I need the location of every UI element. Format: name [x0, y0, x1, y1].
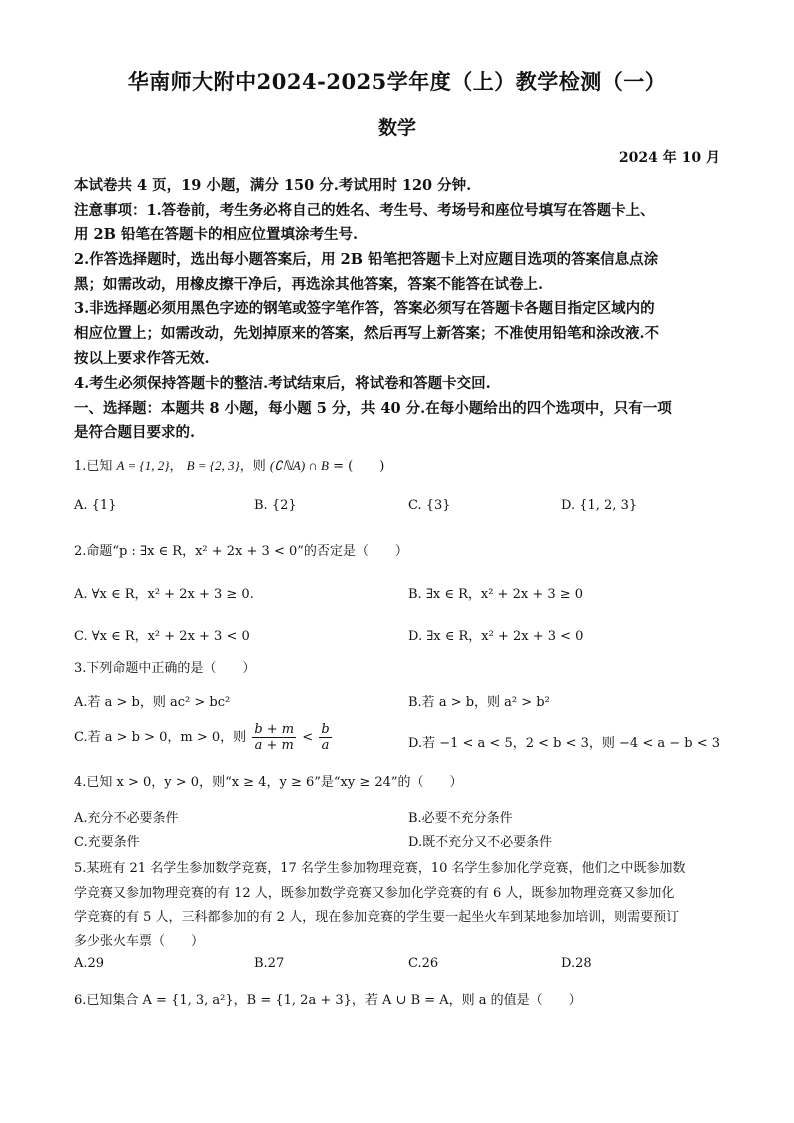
section-1-heading-line-2: 是符合题目要求的.: [74, 424, 196, 441]
exam-date: 2024 年 10 月: [618, 150, 720, 166]
q4-option-a: A.充分不必要条件: [74, 811, 179, 826]
q2-option-a: A. ∀x ∈ R，x² + 2x + 3 ≥ 0.: [74, 587, 254, 602]
q5-option-c: C.26: [408, 956, 439, 971]
note-2-line-2: 黑；如需改动，用橡皮擦干净后，再选涂其他答案，答案不能答在试卷上.: [74, 276, 544, 293]
exam-title: 华南师大附中2024-2025学年度（上）教学检测（一）: [127, 69, 667, 94]
q3-fraction-left-denominator: a + m: [254, 738, 294, 753]
note-3-line-2: 相应位置上；如需改动，先划掉原来的答案，然后再写上新答案；不准使用铅笔和涂改液.不: [74, 325, 660, 342]
q5-option-a: A.29: [74, 956, 105, 971]
q2-option-d: D. ∃x ∈ R，x² + 2x + 3 < 0: [408, 629, 584, 644]
note-1-line-1: 注意事项：1.答卷前，考生务必将自己的姓名、考生号、考场号和座位号填写在答题卡上、: [74, 202, 655, 219]
q3-fraction-left: [252, 722, 296, 753]
q1-option-d: D. {1, 2, 3}: [561, 498, 638, 513]
question-4-stem: 4.已知 x > 0，y > 0，则“x ≥ 4，y ≥ 6”是“xy ≥ 24”的（ ）: [74, 775, 463, 790]
q3-option-c: [74, 722, 334, 753]
q1-option-a: A. {1}: [74, 498, 117, 513]
note-3-line-1: 3.非选择题必须用黑色字迹的钢笔或签字笔作答，答案必须写在答题卡各题目指定区域内的: [74, 300, 655, 317]
note-4-line: 4.考生必须保持答题卡的整洁.考试结束后，将试卷和答题卡交回.: [74, 375, 491, 392]
q1-then: 则: [252, 459, 266, 474]
q1-prefix: 1.已知: [74, 459, 113, 474]
q1-expression: (∁ℕA) ∩ B: [269, 458, 329, 473]
note-1-line-2: 用 2B 铅笔在答题卡的相应位置填涂考生号.: [74, 226, 358, 243]
section-1-heading-line-1: 一、选择题：本题共 8 小题，每小题 5 分，共 40 分.在每小题给出的四个选项中，只有一项: [74, 400, 672, 417]
q5-line-2: 学竞赛又参加物理竞赛的有 12 人，既参加数学竞赛又参加化学竞赛的有 6 人，既参加物理竞赛又参加化: [74, 886, 675, 901]
q5-option-d: D.28: [561, 956, 592, 971]
q3-fraction-right-numerator: b: [321, 722, 330, 737]
q4-option-c: C.充要条件: [74, 835, 140, 850]
q3-option-d: D.若 −1 < a < 5，2 < b < 3，则 −4 < a − b < 3: [408, 736, 721, 751]
q1-option-c: C. {3}: [408, 498, 451, 513]
q1-blank: = ( ): [333, 459, 385, 474]
q3-option-b: B.若 a > b，则 a² > b²: [408, 695, 550, 710]
q1-set-a: A = {1, 2}: [116, 458, 170, 473]
note-3-line-3: 按以上要求作答无效.: [74, 350, 210, 367]
q3-fraction-right: [319, 722, 331, 753]
question-3-stem: 3.下列命题中正确的是（ ）: [74, 661, 256, 676]
q5-line-3: 学竞赛的有 5 人，三科都参加的有 2 人，现在参加竞赛的学生要一起坐火车到某地参加培训，则需要预订: [74, 910, 680, 925]
question-2-stem: 2.命题“p : ∃x ∈ R，x² + 2x + 3 < 0”的否定是（ ）: [74, 544, 408, 559]
q3-option-a: A.若 a > b，则 ac² > bc²: [74, 695, 231, 710]
q2-option-b: B. ∃x ∈ R，x² + 2x + 3 ≥ 0: [408, 587, 584, 602]
q3-less-than: <: [302, 730, 314, 745]
note-2-line-1: 2.作答选择题时，选出每小题答案后，用 2B 铅笔把答题卡上对应题目选项的答案信息点涂: [74, 251, 659, 268]
q5-option-b: B.27: [254, 956, 285, 971]
q3-fraction-right-denominator: a: [321, 738, 330, 753]
q4-option-d: D.既不充分又不必要条件: [408, 835, 553, 850]
subject-title: 数学: [377, 117, 416, 139]
q3-option-c-prefix: C.若 a > b > 0，m > 0，则: [74, 730, 247, 745]
q2-option-c: C. ∀x ∈ R，x² + 2x + 3 < 0: [74, 629, 250, 644]
intro-line: 本试卷共 4 页，19 小题，满分 150 分.考试用时 120 分钟.: [74, 177, 472, 194]
q1-option-b: B. {2}: [254, 498, 297, 513]
q1-set-b: B = {2, 3}: [186, 458, 240, 473]
q5-line-4: 多少张火车票（ ）: [74, 934, 205, 949]
q4-option-b: B.必要不充分条件: [408, 811, 513, 826]
q3-fraction-left-numerator: b + m: [254, 722, 295, 737]
q5-line-1: 5.某班有 21 名学生参加数学竞赛，17 名学生参加物理竞赛，10 名学生参加化学竞赛，他们之中既参加数: [74, 861, 686, 876]
question-6-stem: 6.已知集合 A = {1, 3, a²}，B = {1, 2a + 3}，若 A ∪ B = A，则 a 的值是（ ）: [74, 993, 582, 1008]
question-1-stem: 1.已知 A = {1, 2}， B = {2, 3}，则 (∁ℕA) ∩ B = ( ): [74, 458, 385, 474]
